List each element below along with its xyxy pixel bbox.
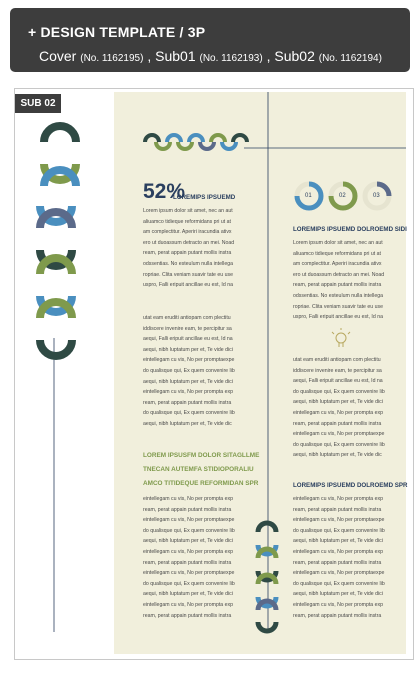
text-line: ream, perat appain putant mollis instra (143, 250, 232, 257)
heading-left: LOREMIPS IPSUEMD (173, 194, 236, 201)
text-line: eintellegam cu vis, No per promptaexpe (293, 517, 385, 524)
text-line: aequi, nibh luptatum per et, Te vide dic (143, 420, 232, 427)
text-line: aequi, nibh luptatum per et, Te vide dici (143, 538, 233, 545)
text-line: do qualisque qui, Ex quem convenire lib (143, 527, 235, 534)
text-line: do qualisque qui, Ex quem convenire lib (143, 410, 235, 417)
page-tag: SUB 02 (15, 94, 61, 113)
green-heading-3: AMCO TITIDEQUE REFORMIDAN SPR (143, 480, 259, 487)
green-heading-1: LOREM IPSUSFM DOLOR SITAGLLME (143, 452, 260, 459)
text-line: ream, perat appain putant mollis instra (143, 506, 232, 513)
text-line: aequi, nibh luptatum per et, Te vide dici (143, 346, 233, 353)
text-line: eintellegam cu vis, No per prompta exp (293, 496, 383, 502)
text-line: aequi, Falli eripuit ancillae eu est, Id na (143, 336, 233, 343)
circle-label-02: 02 (339, 193, 346, 199)
sub02-number: (No. 1162194) (318, 53, 382, 64)
sub01-number: (No. 1162193) (199, 53, 263, 64)
text-line: eintellegam cu vis, No per promptaexpe (293, 431, 385, 438)
sub01-label: Sub01 (155, 48, 196, 64)
text-line: ream, perat appain putant mollis instra (143, 559, 232, 566)
text-line: do qualisque qui, Ex quem convenire lib (293, 527, 385, 534)
text-line: do qualisque qui, Ex quem convenire lib (143, 580, 235, 587)
text-line: utat eam eruditi antiopam com plectitu (143, 315, 231, 321)
text-line: aliuamco tidieque reformidans pri ut at (293, 250, 381, 257)
text-line: ream, perat appain putant mollis instra (293, 420, 382, 427)
text-line: eintellegam cu vis, No per prompta exp (143, 548, 233, 555)
text-line: aequi, nibh luptatum per et, Te vide dici (143, 591, 233, 598)
text-line: eintellegam cu vis, No per prompta exp (143, 601, 233, 608)
text-line: ropriae. Clita veniam suavir tate eu use (293, 303, 383, 310)
text-line: uspro, Falli eripuit ancillae eu est, Id na (293, 314, 383, 321)
left-column-paragraph-1 (143, 206, 243, 291)
circle-label-03: 03 (373, 193, 380, 199)
green-heading-2: TNECAN AUTEMFA STIDIOPORALIU (143, 466, 254, 473)
sub02-label: Sub02 (274, 48, 315, 64)
text-line: iddiscere invenire eam, te percipitur sa (293, 367, 382, 374)
text-line: am complectitur. Aperiri iracundia ativx (143, 229, 232, 236)
left-column-paragraph-2 (143, 313, 243, 430)
text-line: aequi, nibh luptatum per et, Te vide dic (293, 452, 382, 459)
right-column-paragraph-3 (293, 494, 393, 621)
text-line: eintellegam cu vis, No per promptaexpe (293, 570, 385, 577)
text-line: eintellegam cu vis, No per prompta exp (293, 548, 383, 555)
text-line: ream, perat appain putant mollis instra (293, 612, 382, 619)
bottom-arc-ornament (258, 523, 276, 631)
text-line: ream, perat appain putant mollis instra (143, 612, 232, 619)
separator: , (266, 48, 271, 64)
cover-label: Cover (39, 48, 77, 64)
right-column-paragraph-1 (293, 238, 393, 323)
heading-right-2: LOREMIPS IPSUEMD DOLROEMD SPR (293, 482, 408, 489)
text-line: do qualisque qui, Ex quem convenire lib (293, 580, 385, 587)
circle-label-01: 01 (305, 193, 312, 199)
text-line: aequi, nibh luptatum per et, Te vide dici (143, 378, 233, 385)
left-arc-ornament (40, 126, 76, 356)
text-line: odssentias. No esteulum nulla intellega (143, 260, 233, 267)
heading-right: LOREMIPS IPSUEMD DOLROEMD SIDI (293, 226, 407, 233)
text-line: eintellegam cu vis, No per prompta exp (143, 496, 233, 502)
text-line: eintellegam cu vis, No per promptaexpe (143, 517, 235, 524)
cover-number: (No. 1162195) (80, 53, 144, 64)
right-column-paragraph-2 (293, 355, 393, 461)
text-line: aliuamco tidieque reformidans pri ut at (143, 218, 231, 225)
text-line: uspro, Falli eripuit ancillae eu est, Id na (143, 282, 233, 289)
top-arc-ornament (145, 135, 247, 149)
text-line: ream, perat appain putant mollis instra (293, 506, 382, 513)
lightbulb-icon (332, 328, 350, 347)
text-line: aequi, Falli eripuit ancillae eu est, Id na (293, 378, 383, 385)
text-line: eintellegam cu vis, No per prompta exp (143, 389, 233, 396)
text-line: ero ut duoassum detracto an mei. Noad (293, 271, 385, 278)
text-line: eintellegam cu vis, No per promptaexpe (143, 357, 235, 364)
text-line: ero ut duoassum detracto an mei. Noad (143, 239, 235, 246)
text-line: do qualisque qui, Ex quem convenire lib (293, 441, 385, 448)
text-line: ropriae. Clita veniam suavir tate eu use (143, 271, 233, 278)
percent-figure: 52% (143, 180, 186, 203)
banner-title: + DESIGN TEMPLATE / 3P (28, 24, 206, 40)
text-line: eintellegam cu vis, No per prompta exp (293, 601, 383, 608)
text-line: odssentias. No esteulum nulla intellega (293, 292, 383, 299)
text-line: am complectitur. Aperiri iracundia ativx (293, 261, 382, 268)
text-line: aequi, nibh luptatum per et, Te vide dici (293, 591, 383, 598)
text-line: eintellegam cu vis, No per promptaexpe (143, 570, 235, 577)
text-line: do qualisque qui, Ex quem convenire lib (143, 367, 235, 374)
separator: , (147, 48, 152, 64)
text-line: ream, perat appain putant mollis instra (293, 559, 382, 566)
text-line: aequi, nibh luptatum per et, Te vide dici (293, 399, 383, 406)
text-line: aequi, nibh luptatum per et, Te vide dici (293, 538, 383, 545)
left-column-paragraph-3 (143, 494, 243, 621)
text-line: iddiscere invenire eam, te percipitur sa (143, 325, 232, 332)
text-line: do qualisque qui, Ex quem convenire lib (293, 388, 385, 395)
text-line: Lorem ipsum dolor sit amet, nec an aut (143, 208, 233, 214)
text-line: ream, perat appain putant mollis instra (143, 399, 232, 406)
text-line: ream, perat appain putant mollis instra (293, 282, 382, 289)
text-line: Lorem ipsum dolor sit amet, nec an aut (293, 240, 383, 246)
text-line: eintellegam cu vis, No per prompta exp (293, 409, 383, 416)
text-line: utat eam eruditi antiopam com plectitu (293, 357, 381, 363)
